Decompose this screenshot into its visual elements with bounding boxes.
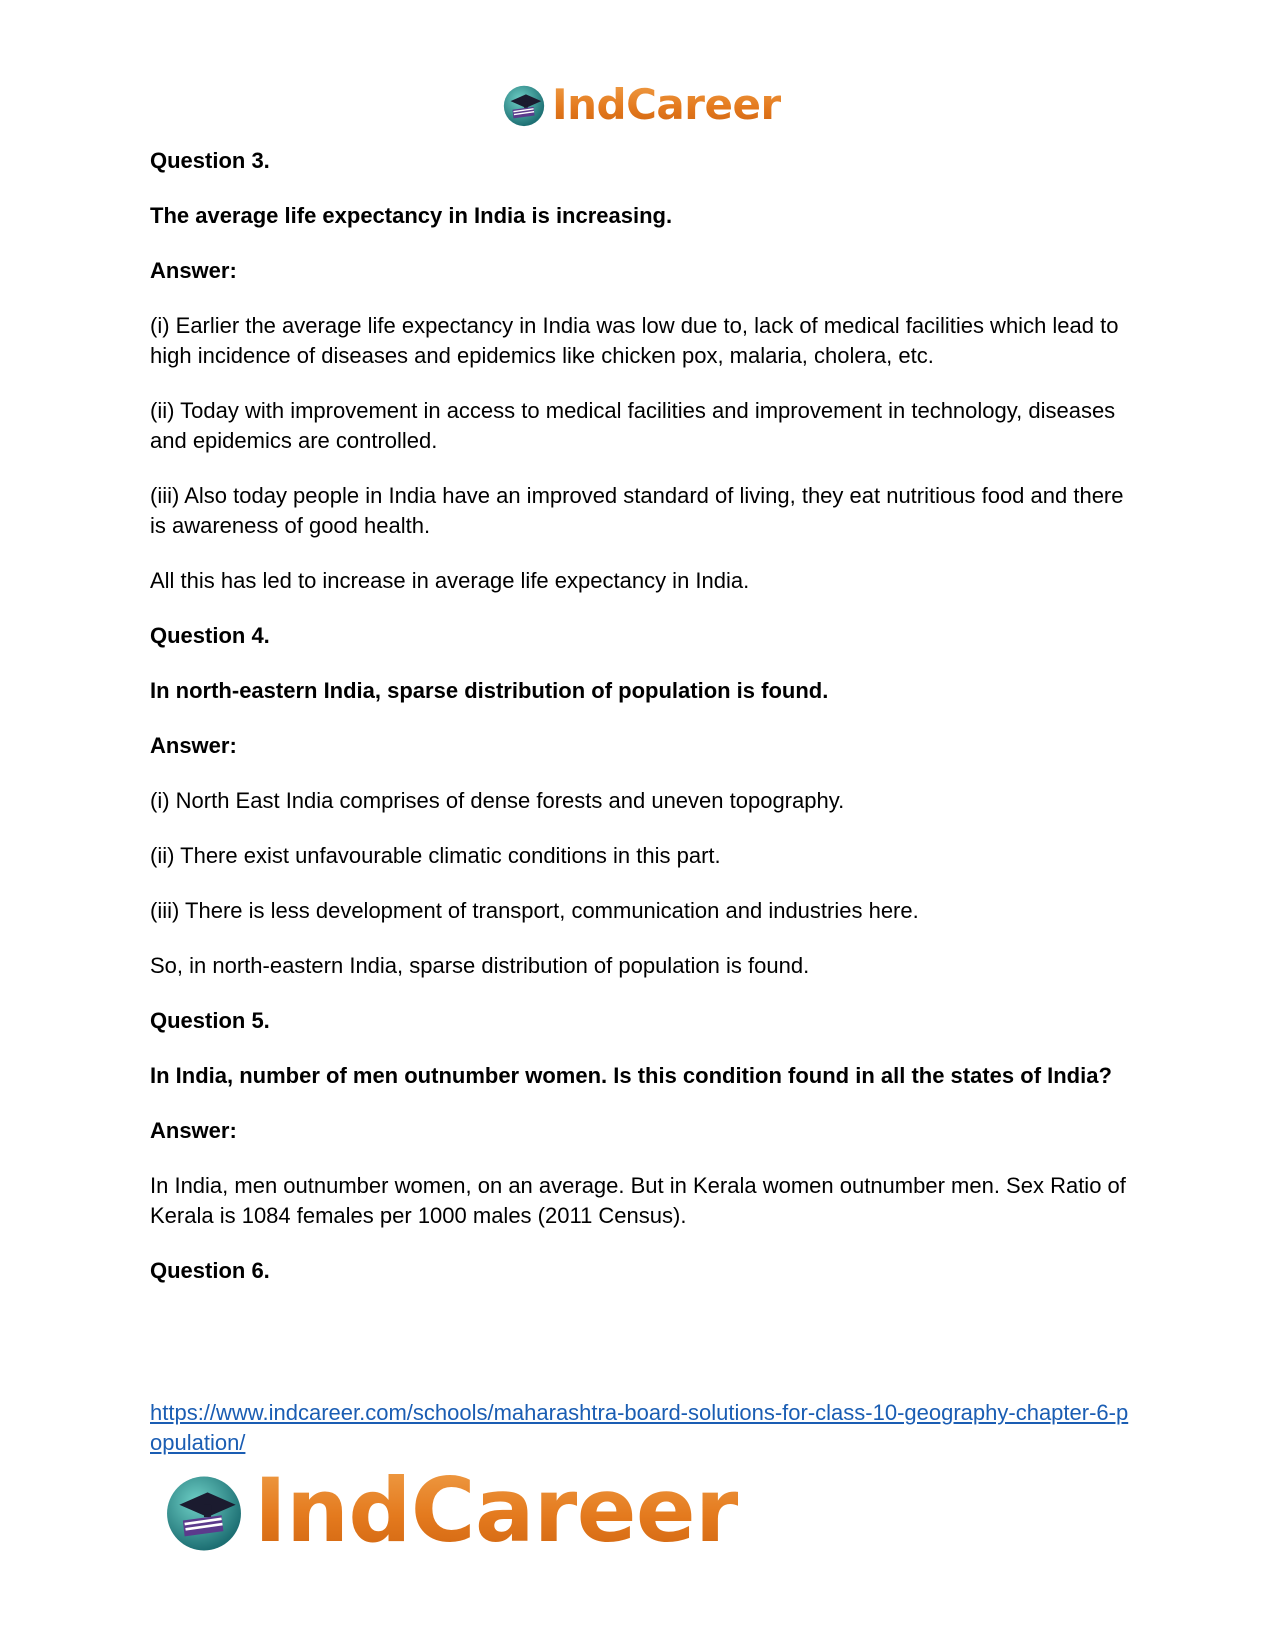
heading-text: Question 5.: [150, 1008, 270, 1033]
body-text: So, in north-eastern India, sparse distribution of population is found.: [150, 953, 810, 978]
heading-text: Answer:: [150, 1118, 237, 1143]
source-url-link[interactable]: https://www.indcareer.com/schools/maharashtra-board-solutions-for-class-10-geography-chapter-6-population/: [150, 1400, 1129, 1455]
heading-text: Answer:: [150, 733, 237, 758]
logo-text: IndCareer: [552, 79, 781, 129]
body-text: All this has led to increase in average life expectancy in India.: [150, 568, 750, 593]
body-text: (i) Earlier the average life expectancy in India was low due to, lack of medical facilities which lead to high incidence of diseases and epidemics like chicken pox, malaria, cholera, etc.: [150, 313, 1119, 368]
heading-text: In north-eastern India, sparse distribution of population is found.: [150, 678, 829, 703]
globe-book-icon: [500, 80, 548, 128]
heading-text: Question 3.: [150, 148, 270, 173]
document-body: [150, 146, 1130, 1311]
heading-text: Question 6.: [150, 1258, 270, 1283]
body-text: (iii) Also today people in India have an improved standard of living, they eat nutritious food and there is awareness of good health.: [150, 483, 1124, 538]
heading-text: In India, number of men outnumber women. Is this condition found in all the states of India?: [150, 1063, 1112, 1088]
heading-text: Answer:: [150, 258, 237, 283]
footer-logo: [160, 1460, 738, 1560]
body-text: (iii) There is less development of transport, communication and industries here.: [150, 898, 919, 923]
header-logo: [500, 76, 781, 132]
heading-text: Question 4.: [150, 623, 270, 648]
body-text: In India, men outnumber women, on an average. But in Kerala women outnumber men. Sex Ratio of Kerala is 1084 females per 1000 males (2011 Census).: [150, 1173, 1126, 1228]
body-text: (ii) Today with improvement in access to medical facilities and improvement in technology, diseases and epidemics are controlled.: [150, 398, 1116, 453]
logo-text: IndCareer: [254, 1458, 739, 1562]
globe-book-icon: [160, 1466, 248, 1554]
body-text: (i) North East India comprises of dense forests and uneven topography.: [150, 788, 845, 813]
heading-text: The average life expectancy in India is increasing.: [150, 203, 673, 228]
body-text: (ii) There exist unfavourable climatic conditions in this part.: [150, 843, 721, 868]
